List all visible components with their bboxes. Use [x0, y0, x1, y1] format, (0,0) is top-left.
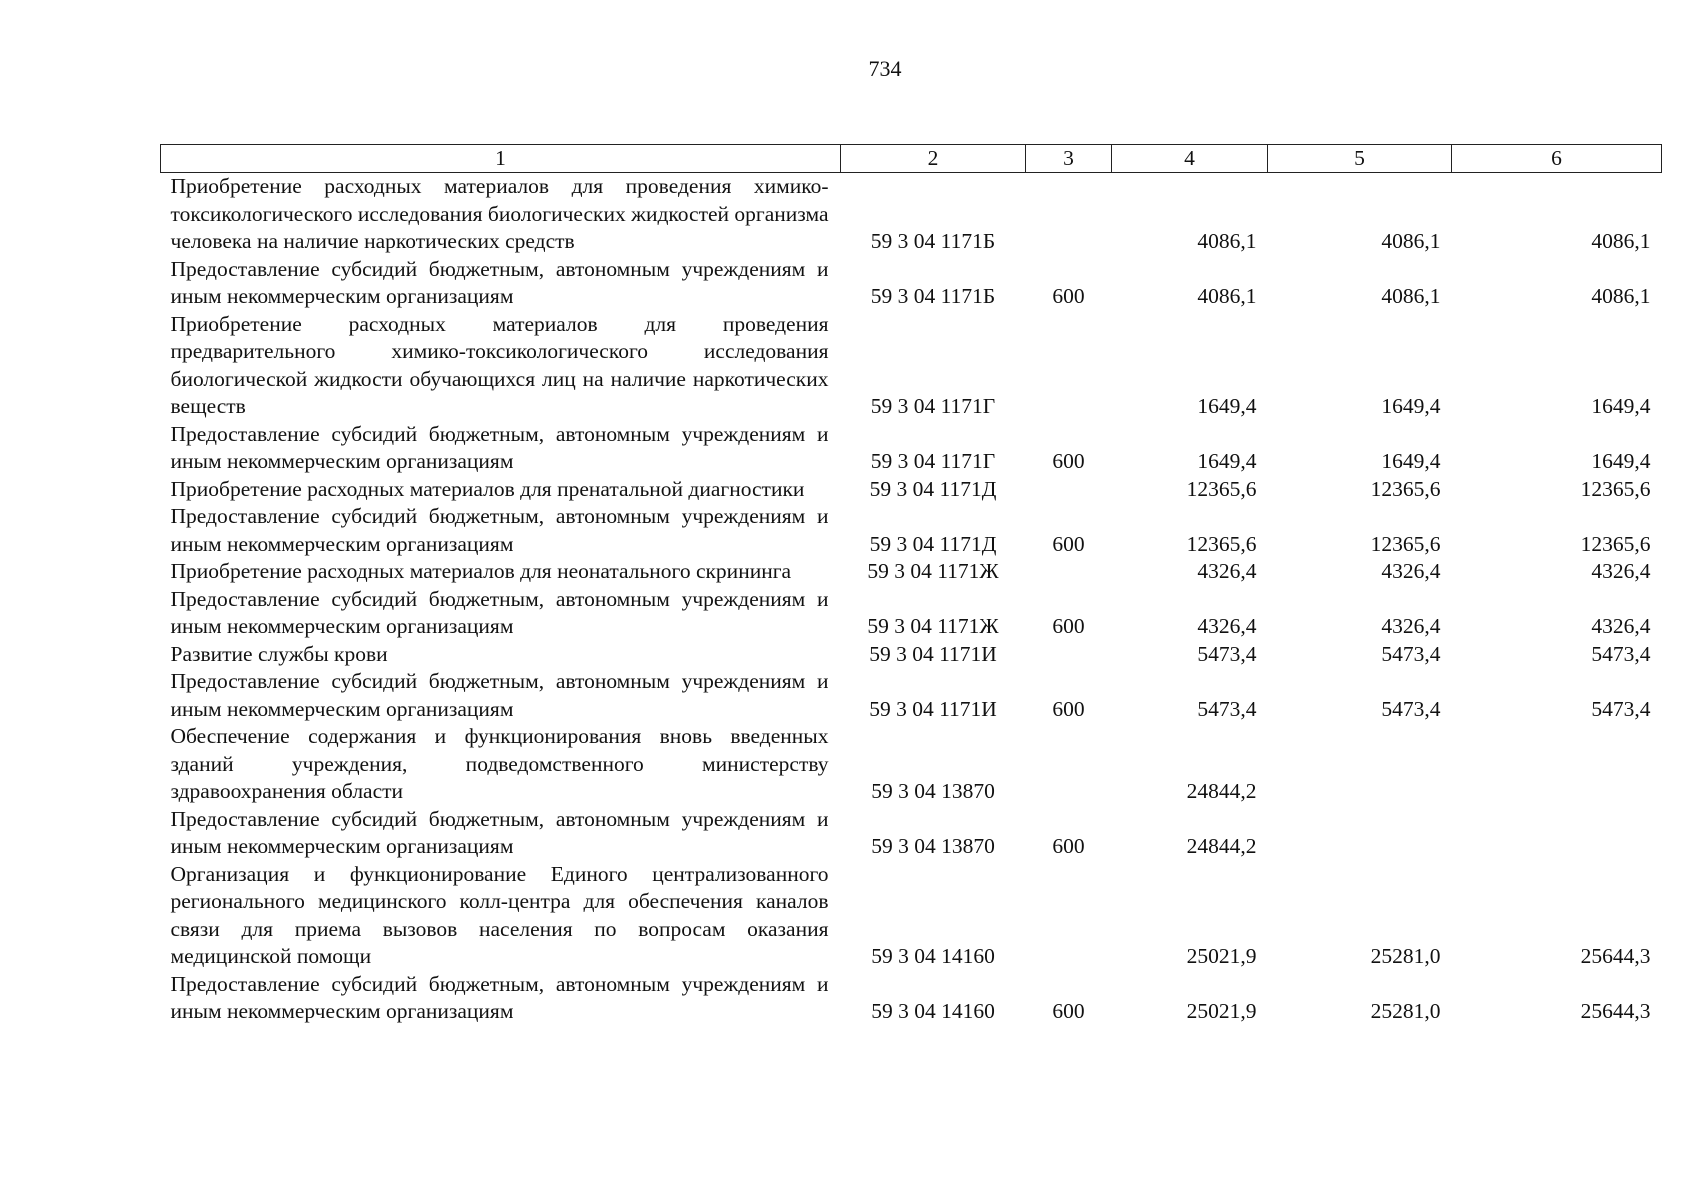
- row-value-col6: 12365,6: [1580, 531, 1651, 556]
- row-expense-type: [1026, 558, 1112, 586]
- table-row: [161, 503, 1662, 558]
- table-row: [161, 476, 1662, 504]
- row-expense-type: 600: [1052, 999, 1085, 1023]
- table-row: [161, 641, 1662, 669]
- row-name: Предоставление субсидий бюджетным, автономным учреждениям и иным некоммерческим организациям: [170, 669, 829, 721]
- row-expense-type: [1026, 861, 1112, 971]
- row-value-col5: 5473,4: [1381, 696, 1441, 721]
- row-expense-type: 600: [1052, 614, 1085, 638]
- table-row: [161, 971, 1662, 1026]
- table-row: [161, 723, 1662, 806]
- column-header-1: 1: [161, 145, 841, 173]
- table-body: [161, 173, 1662, 1026]
- row-value-col5: 12365,6: [1370, 531, 1441, 556]
- budget-table: [160, 144, 1662, 1026]
- row-value-col5: 25281,0: [1370, 999, 1441, 1023]
- table-row: [161, 256, 1662, 311]
- row-value-col4: 25021,9: [1186, 999, 1257, 1023]
- table-row: [161, 421, 1662, 476]
- row-value-col4: 12365,6: [1186, 531, 1257, 556]
- row-name: Предоставление субсидий бюджетным, автономным учреждениям и иным некоммерческим организациям: [170, 256, 829, 308]
- row-expense-type: 600: [1052, 834, 1085, 858]
- row-value-col6: 1649,4: [1591, 394, 1651, 418]
- row-name: Приобретение расходных материалов для пренатальной диагностики: [170, 476, 805, 501]
- row-name: Предоставление субсидий бюджетным, автономным учреждениям и иным некоммерческим организациям: [170, 971, 829, 1023]
- row-value-col5: 25281,0: [1370, 944, 1441, 968]
- table-row: [161, 668, 1662, 723]
- row-code: 59 3 04 1171Ж: [867, 559, 999, 583]
- row-expense-type: [1026, 173, 1112, 256]
- column-header-2: 2: [841, 145, 1026, 173]
- row-value-col5: 4326,4: [1381, 614, 1441, 638]
- row-code: 59 3 04 1171И: [869, 696, 997, 721]
- row-code: 59 3 04 1171Б: [870, 284, 996, 308]
- row-value-col4: 25021,9: [1186, 944, 1257, 968]
- row-code: 59 3 04 13870: [871, 834, 995, 858]
- row-value-col6: 25644,3: [1580, 944, 1651, 968]
- row-name: Приобретение расходных материалов для проведения химико-токсикологического исследования биологических жидкостей организма человека на наличие наркотических средств: [170, 174, 829, 253]
- row-expense-type: [1026, 311, 1112, 421]
- row-name: Предоставление субсидий бюджетным, автономным учреждениям и иным некоммерческим организациям: [170, 504, 829, 556]
- row-code: 59 3 04 14160: [871, 944, 995, 968]
- row-expense-type: [1026, 476, 1112, 504]
- row-expense-type: 600: [1052, 449, 1085, 473]
- table-header-row: [161, 145, 1662, 173]
- row-value-col5: 4086,1: [1381, 284, 1441, 308]
- row-code: 59 3 04 1171Б: [870, 229, 996, 253]
- row-value-col6: 12365,6: [1580, 476, 1651, 501]
- table-row: [161, 173, 1662, 256]
- row-name: Предоставление субсидий бюджетным, автономным учреждениям и иным некоммерческим организациям: [170, 586, 829, 638]
- row-value-col5: 4086,1: [1381, 229, 1441, 253]
- row-code: 59 3 04 1171Ж: [867, 614, 999, 638]
- row-value-col5: 12365,6: [1370, 476, 1441, 501]
- row-value-col6: [1452, 806, 1662, 861]
- column-header-3: 3: [1026, 145, 1112, 173]
- row-value-col5: 1649,4: [1381, 449, 1441, 473]
- row-value-col5: [1268, 806, 1452, 861]
- row-value-col6: 25644,3: [1580, 999, 1651, 1023]
- row-code: 59 3 04 1171Г: [870, 394, 996, 418]
- row-value-col4: 12365,6: [1186, 476, 1257, 501]
- row-expense-type: 600: [1052, 284, 1085, 308]
- row-code: 59 3 04 1171Д: [869, 476, 997, 501]
- table-row: [161, 311, 1662, 421]
- column-header-4: 4: [1112, 145, 1268, 173]
- row-code: 59 3 04 1171Г: [870, 449, 996, 473]
- row-code: 59 3 04 1171Д: [869, 531, 997, 556]
- row-code: 59 3 04 1171И: [869, 641, 997, 666]
- row-name: Предоставление субсидий бюджетным, автономным учреждениям и иным некоммерческим организациям: [170, 806, 829, 858]
- row-value-col5: [1268, 723, 1452, 806]
- row-value-col4: 1649,4: [1197, 449, 1257, 473]
- row-value-col4: 4086,1: [1197, 284, 1257, 308]
- table-row: [161, 861, 1662, 971]
- row-value-col6: 4326,4: [1591, 614, 1651, 638]
- row-name: Обеспечение содержания и функционирования вновь введенных зданий учреждения, подведомственного министерству здравоохранения области: [170, 724, 829, 803]
- row-name: Развитие службы крови: [170, 641, 388, 666]
- row-name: Приобретение расходных материалов для неонатального скрининга: [170, 559, 792, 583]
- row-value-col4: 4326,4: [1197, 614, 1257, 638]
- row-name: Организация и функционирование Единого централизованного регионального медицинского колл-центра для обеспечения каналов связи для приема вызовов населения по вопросам оказания медицинской помощи: [170, 861, 829, 968]
- row-value-col4: 24844,2: [1186, 834, 1257, 858]
- row-value-col6: 5473,4: [1591, 641, 1651, 666]
- table-row: [161, 806, 1662, 861]
- column-header-5: 5: [1268, 145, 1452, 173]
- row-value-col4: 4326,4: [1197, 559, 1257, 583]
- row-expense-type: 600: [1052, 531, 1085, 556]
- row-expense-type: [1026, 723, 1112, 806]
- row-value-col6: 4086,1: [1591, 229, 1651, 253]
- row-value-col4: 4086,1: [1197, 229, 1257, 253]
- row-value-col6: [1452, 723, 1662, 806]
- row-value-col4: 5473,4: [1197, 696, 1257, 721]
- row-value-col6: 5473,4: [1591, 696, 1651, 721]
- row-expense-type: 600: [1052, 696, 1085, 721]
- row-expense-type: [1026, 641, 1112, 669]
- page-number: 734: [868, 56, 902, 81]
- row-value-col5: 1649,4: [1381, 394, 1441, 418]
- row-value-col6: 4326,4: [1591, 559, 1651, 583]
- row-value-col4: 24844,2: [1186, 779, 1257, 803]
- row-value-col5: 5473,4: [1381, 641, 1441, 666]
- row-value-col6: 1649,4: [1591, 449, 1651, 473]
- row-code: 59 3 04 13870: [871, 779, 995, 803]
- column-header-6: 6: [1452, 145, 1662, 173]
- row-code: 59 3 04 14160: [871, 999, 995, 1023]
- table-row: [161, 586, 1662, 641]
- row-value-col4: 1649,4: [1197, 394, 1257, 418]
- row-value-col6: 4086,1: [1591, 284, 1651, 308]
- row-value-col5: 4326,4: [1381, 559, 1441, 583]
- row-value-col4: 5473,4: [1197, 641, 1257, 666]
- table-row: [161, 558, 1662, 586]
- row-name: Приобретение расходных материалов для проведения предварительного химико-токсикологического исследования биологической жидкости обучающихся лиц на наличие наркотических веществ: [170, 311, 829, 418]
- row-name: Предоставление субсидий бюджетным, автономным учреждениям и иным некоммерческим организациям: [170, 421, 829, 473]
